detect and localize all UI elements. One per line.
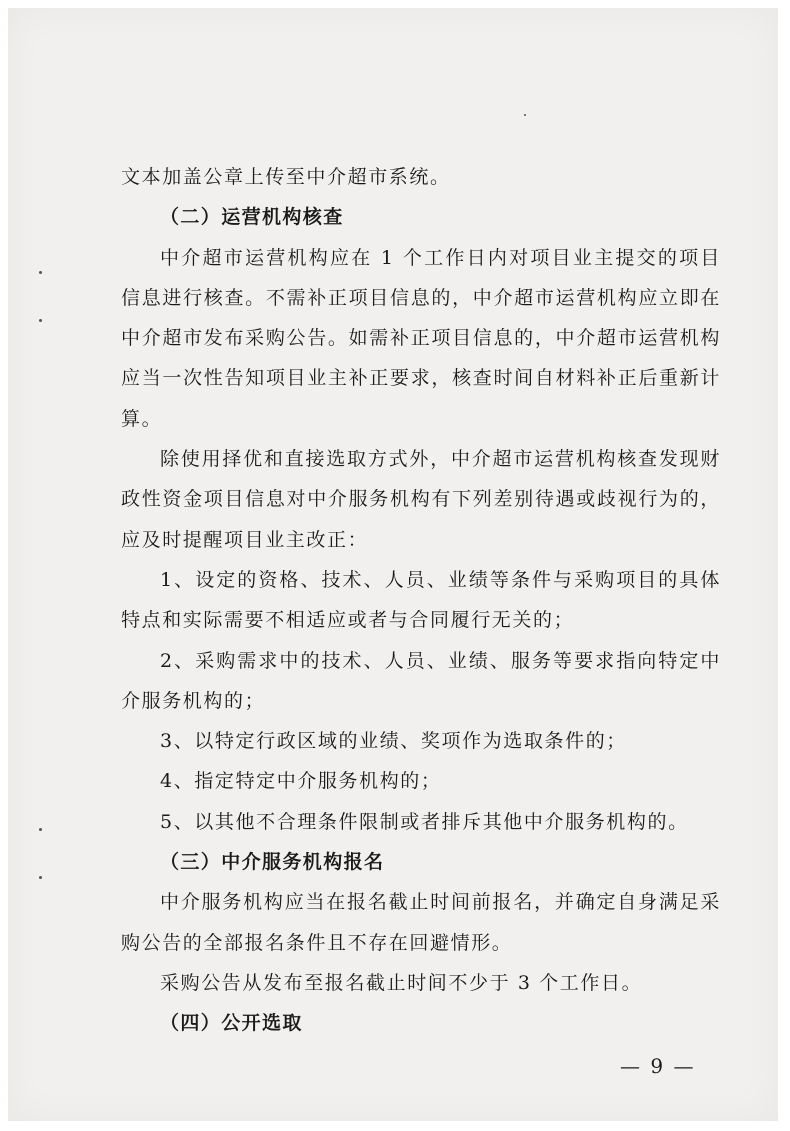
paragraph-discrimination-check: 除使用择优和直接选取方式外，中介超市运营机构核查发现财政性资金项目信息对中介服务机构有下列差别待遇或歧视行为的，应及时提醒项目业主改正： <box>121 448 721 551</box>
page-number: — 9 — <box>620 1054 696 1078</box>
section-heading-registration: （三）中介服务机构报名 <box>160 851 385 874</box>
list-item-4: 4、指定特定中介服务机构的； <box>160 770 442 793</box>
paragraph-registration-period: 采购公告从发布至报名截止时间不少于 3 个工作日。 <box>160 971 643 994</box>
paragraph-review-rules: 中介超市运营机构应在 1 个工作日内对项目业主提交的项目信息进行核查。不需补正项目信息的，中介超市运营机构应立即在中介超市发布采购公告。如需补正项目信息的，中介超市运营机构应当一次性告知项目业主补正要求，核查时间自材料补正后重新计算。 <box>121 246 721 430</box>
section-heading-operator-review: （二）运营机构核查 <box>160 206 344 229</box>
paragraph-continuation: 文本加盖公章上传至中介超市系统。 <box>121 166 451 188</box>
scan-speck <box>39 271 42 274</box>
list-item-3: 3、以特定行政区域的业绩、奖项作为选取条件的； <box>160 730 627 753</box>
paragraph-registration-rules: 中介服务机构应当在报名截止时间前报名，并确定自身满足采购公告的全部报名条件且不存在回避情形。 <box>121 891 721 954</box>
scan-speck <box>524 114 526 116</box>
document-page <box>8 8 778 1121</box>
list-item-5: 5、以其他不合理条件限制或者排斥其他中介服务机构的。 <box>160 810 689 833</box>
list-item-2: 2、采购需求中的技术、人员、业绩、服务等要求指向特定中介服务机构的； <box>121 649 721 712</box>
scan-speck <box>39 876 42 879</box>
scan-speck <box>39 319 42 322</box>
section-heading-public-selection: （四）公开选取 <box>160 1012 303 1035</box>
scan-speck <box>39 828 42 831</box>
document-body <box>121 157 721 1044</box>
list-item-1: 1、设定的资格、技术、人员、业绩等条件与采购项目的具体特点和实际需要不相适应或者与合同履行无关的； <box>121 568 721 632</box>
